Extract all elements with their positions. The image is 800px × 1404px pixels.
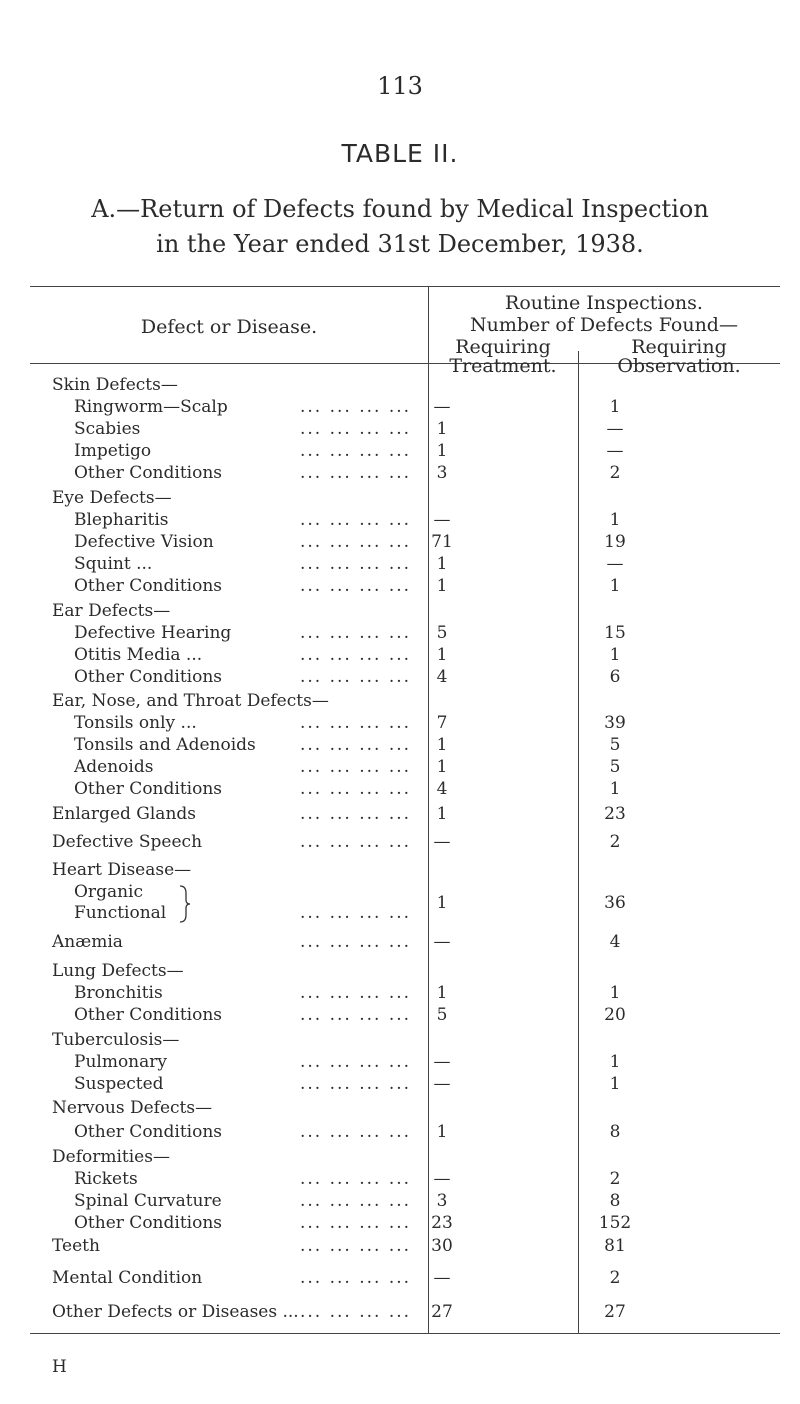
cell-treatment: —: [433, 397, 451, 417]
cell-treatment: 71: [431, 532, 453, 552]
header-defect-or-disease: Defect or Disease.: [140, 316, 318, 338]
cell-observation: 5: [609, 735, 621, 755]
leader-dots: ... ... ... ...: [300, 1236, 412, 1256]
table-row: [0, 830, 800, 854]
cell-treatment: 7: [436, 713, 448, 733]
leader-dots: ... ... ... ...: [300, 576, 412, 596]
table-row: [0, 574, 800, 598]
cell-observation: 81: [604, 1236, 626, 1256]
cell-observation: 23: [604, 804, 626, 824]
leader-dots: ... ... ... ...: [300, 623, 412, 643]
leader-dots: ... ... ... ...: [300, 757, 412, 777]
leader-dots: ... ... ... ...: [300, 397, 412, 417]
table-subtitle-line2: in the Year ended 31st December, 1938.: [156, 230, 644, 258]
row-label: Other Conditions: [74, 576, 222, 596]
cell-treatment: 1: [436, 1122, 448, 1142]
leader-dots: ... ... ... ...: [300, 1268, 412, 1288]
row-label: Enlarged Glands: [52, 804, 196, 824]
cell-observation: 15: [604, 623, 626, 643]
cell-observation: 1: [609, 1052, 621, 1072]
leader-dots: ... ... ... ...: [300, 463, 412, 483]
row-label: Organic: [74, 882, 143, 902]
cell-treatment: 5: [436, 623, 448, 643]
cell-treatment: 1: [436, 757, 448, 777]
cell-treatment: 27: [431, 1302, 453, 1322]
cell-treatment: 1: [436, 419, 448, 439]
cell-treatment: 1: [436, 983, 448, 1003]
row-label: Other Conditions: [74, 1005, 222, 1025]
table-row: [0, 1050, 800, 1074]
table-row: [0, 1072, 800, 1096]
cell-treatment: 3: [436, 463, 448, 483]
table-row: [0, 711, 800, 735]
cell-treatment: 3: [436, 1191, 448, 1211]
cell-observation: 4: [609, 932, 621, 952]
table-row: [0, 665, 800, 689]
cell-treatment: 1: [436, 441, 448, 461]
table-title: TABLE II.: [341, 139, 459, 168]
row-label: Functional: [74, 903, 167, 923]
cell-treatment: —: [433, 932, 451, 952]
leader-dots: ... ... ... ...: [300, 1122, 412, 1142]
header-requiring-treatment-1: Requiring: [455, 336, 551, 358]
row-label: Skin Defects—: [52, 375, 178, 395]
table-bottom-rule: [30, 1333, 780, 1334]
cell-treatment: —: [433, 1169, 451, 1189]
row-label: Bronchitis: [74, 983, 163, 1003]
cell-observation: 36: [604, 893, 626, 913]
table-row: [0, 1145, 800, 1169]
cell-treatment: —: [433, 1052, 451, 1072]
leader-dots: ... ... ... ...: [300, 441, 412, 461]
cell-treatment: 1: [436, 576, 448, 596]
table-row: [0, 755, 800, 779]
table-row: [0, 486, 800, 510]
cell-treatment: 1: [436, 804, 448, 824]
table-row: [0, 1234, 800, 1258]
cell-observation: 8: [609, 1122, 621, 1142]
leader-dots: ... ... ... ...: [300, 1005, 412, 1025]
leader-dots: ... ... ... ...: [300, 1169, 412, 1189]
table-row: [0, 1003, 800, 1027]
row-label: Ear, Nose, and Throat Defects—: [52, 691, 329, 711]
table-subtitle-line1: A.—Return of Defects found by Medical Inspection: [91, 195, 709, 223]
leader-dots: ... ... ... ...: [300, 645, 412, 665]
cell-observation: 1: [609, 983, 621, 1003]
header-requiring-observation-1: Requiring: [631, 336, 727, 358]
row-label: Pulmonary: [74, 1052, 167, 1072]
leader-dots: ... ... ... ...: [300, 804, 412, 824]
table-row: [0, 1028, 800, 1052]
table-row: [0, 552, 800, 576]
cell-observation: —: [606, 419, 624, 439]
leader-dots: ... ... ... ...: [300, 832, 412, 852]
table-row: [0, 689, 800, 713]
cell-observation: 2: [609, 832, 621, 852]
cell-observation: 27: [604, 1302, 626, 1322]
leader-dots: ... ... ... ...: [300, 983, 412, 1003]
table-row: [0, 621, 800, 645]
table-row: [0, 461, 800, 485]
cell-treatment: 30: [431, 1236, 453, 1256]
row-label: Deformities—: [52, 1147, 170, 1167]
table-row: [0, 893, 800, 925]
table-row: [0, 981, 800, 1005]
cell-observation: 20: [604, 1005, 626, 1025]
row-label: Other Conditions: [74, 1213, 222, 1233]
table-row: [0, 1120, 800, 1144]
signature-mark: H: [52, 1357, 67, 1377]
cell-observation: 5: [609, 757, 621, 777]
row-label: Heart Disease—: [52, 860, 192, 880]
leader-dots: ... ... ... ...: [300, 1191, 412, 1211]
cell-treatment: —: [433, 832, 451, 852]
page-number: 113: [377, 72, 423, 100]
cell-treatment: 1: [436, 735, 448, 755]
row-label: Defective Speech: [52, 832, 203, 852]
row-label: Nervous Defects—: [52, 1098, 213, 1118]
cell-observation: 8: [609, 1191, 621, 1211]
row-label: Defective Vision: [74, 532, 214, 552]
leader-dots: ... ... ... ...: [300, 735, 412, 755]
row-label: Otitis Media ...: [74, 645, 203, 665]
table-row: [0, 599, 800, 623]
table-row: [0, 1189, 800, 1213]
row-label: Rickets: [74, 1169, 138, 1189]
row-label: Suspected: [74, 1074, 164, 1094]
cell-observation: 1: [609, 576, 621, 596]
table-row: [0, 417, 800, 441]
row-label: Ringworm—Scalp: [74, 397, 228, 417]
leader-dots: ... ... ... ...: [300, 713, 412, 733]
cell-observation: 1: [609, 645, 621, 665]
table-row: [0, 508, 800, 532]
row-label: Anæmia: [52, 932, 123, 952]
header-requiring-treatment-2: Treatment.: [449, 355, 557, 377]
cell-observation: 2: [609, 1169, 621, 1189]
leader-dots: ... ... ... ...: [300, 1074, 412, 1094]
header-requiring-observation-2: Observation.: [617, 355, 741, 377]
leader-dots: ... ... ... ...: [300, 932, 412, 952]
table-row: [0, 802, 800, 826]
table-row: [0, 373, 800, 397]
header-routine-inspections: Routine Inspections.: [505, 292, 703, 314]
cell-observation: 39: [604, 713, 626, 733]
table-row: [0, 1096, 800, 1120]
brace-icon: [178, 884, 192, 924]
table-top-rule: [30, 286, 780, 287]
row-label: Tuberculosis—: [52, 1030, 180, 1050]
leader-dots: ... ... ... ...: [300, 667, 412, 687]
table-row: [0, 1167, 800, 1191]
cell-observation: 1: [609, 1074, 621, 1094]
cell-observation: —: [606, 441, 624, 461]
row-label: Adenoids: [74, 757, 154, 777]
row-label: Lung Defects—: [52, 961, 184, 981]
table-row: [0, 1266, 800, 1290]
leader-dots: ... ... ... ...: [300, 419, 412, 439]
cell-treatment: 23: [431, 1213, 453, 1233]
row-label: Spinal Curvature: [74, 1191, 222, 1211]
leader-dots: ... ... ... ...: [300, 1052, 412, 1072]
table-row: [0, 395, 800, 419]
row-label: Eye Defects—: [52, 488, 172, 508]
cell-observation: 1: [609, 779, 621, 799]
table-row: [0, 733, 800, 757]
cell-treatment: 1: [436, 893, 448, 913]
cell-observation: 2: [609, 1268, 621, 1288]
cell-observation: 2: [609, 463, 621, 483]
row-label: Other Conditions: [74, 1122, 222, 1142]
row-label: Teeth: [52, 1236, 100, 1256]
row-label: Other Conditions: [74, 463, 222, 483]
cell-observation: 6: [609, 667, 621, 687]
leader-dots: ... ... ... ...: [300, 554, 412, 574]
row-label: Blepharitis: [74, 510, 169, 530]
cell-observation: 19: [604, 532, 626, 552]
cell-treatment: —: [433, 1074, 451, 1094]
cell-observation: 152: [598, 1213, 632, 1233]
table-row: [0, 959, 800, 983]
leader-dots: ... ... ... ...: [300, 532, 412, 552]
row-label: Scabies: [74, 419, 141, 439]
table-row: [0, 643, 800, 667]
leader-dots: ... ... ... ...: [300, 779, 412, 799]
leader-dots: ... ... ... ...: [300, 1213, 412, 1233]
row-label: Mental Condition: [52, 1268, 203, 1288]
row-label: Tonsils and Adenoids: [74, 735, 256, 755]
cell-treatment: 5: [436, 1005, 448, 1025]
row-label: Other Conditions: [74, 667, 222, 687]
table-row: [0, 930, 800, 954]
table-row: [0, 858, 800, 882]
row-label: Tonsils only ...: [74, 713, 197, 733]
table-row: [0, 439, 800, 463]
row-label: Impetigo: [74, 441, 152, 461]
table-row: [0, 777, 800, 801]
leader-dots: ... ... ... ...: [300, 903, 412, 923]
cell-observation: 1: [609, 397, 621, 417]
row-label: Squint ...: [74, 554, 153, 574]
cell-treatment: 1: [436, 645, 448, 665]
cell-treatment: 4: [436, 667, 448, 687]
cell-treatment: —: [433, 510, 451, 530]
row-label: Other Defects or Diseases ...: [52, 1302, 299, 1322]
row-label: Ear Defects—: [52, 601, 171, 621]
cell-treatment: 4: [436, 779, 448, 799]
cell-treatment: —: [433, 1268, 451, 1288]
row-label: Other Conditions: [74, 779, 222, 799]
row-label: Defective Hearing: [74, 623, 232, 643]
cell-observation: —: [606, 554, 624, 574]
table-row: [0, 530, 800, 554]
leader-dots: ... ... ... ...: [300, 1302, 412, 1322]
cell-treatment: 1: [436, 554, 448, 574]
cell-observation: 1: [609, 510, 621, 530]
table-row: [0, 1300, 800, 1324]
table-row: [0, 1211, 800, 1235]
leader-dots: ... ... ... ...: [300, 510, 412, 530]
header-number-found: Number of Defects Found—: [470, 314, 738, 336]
